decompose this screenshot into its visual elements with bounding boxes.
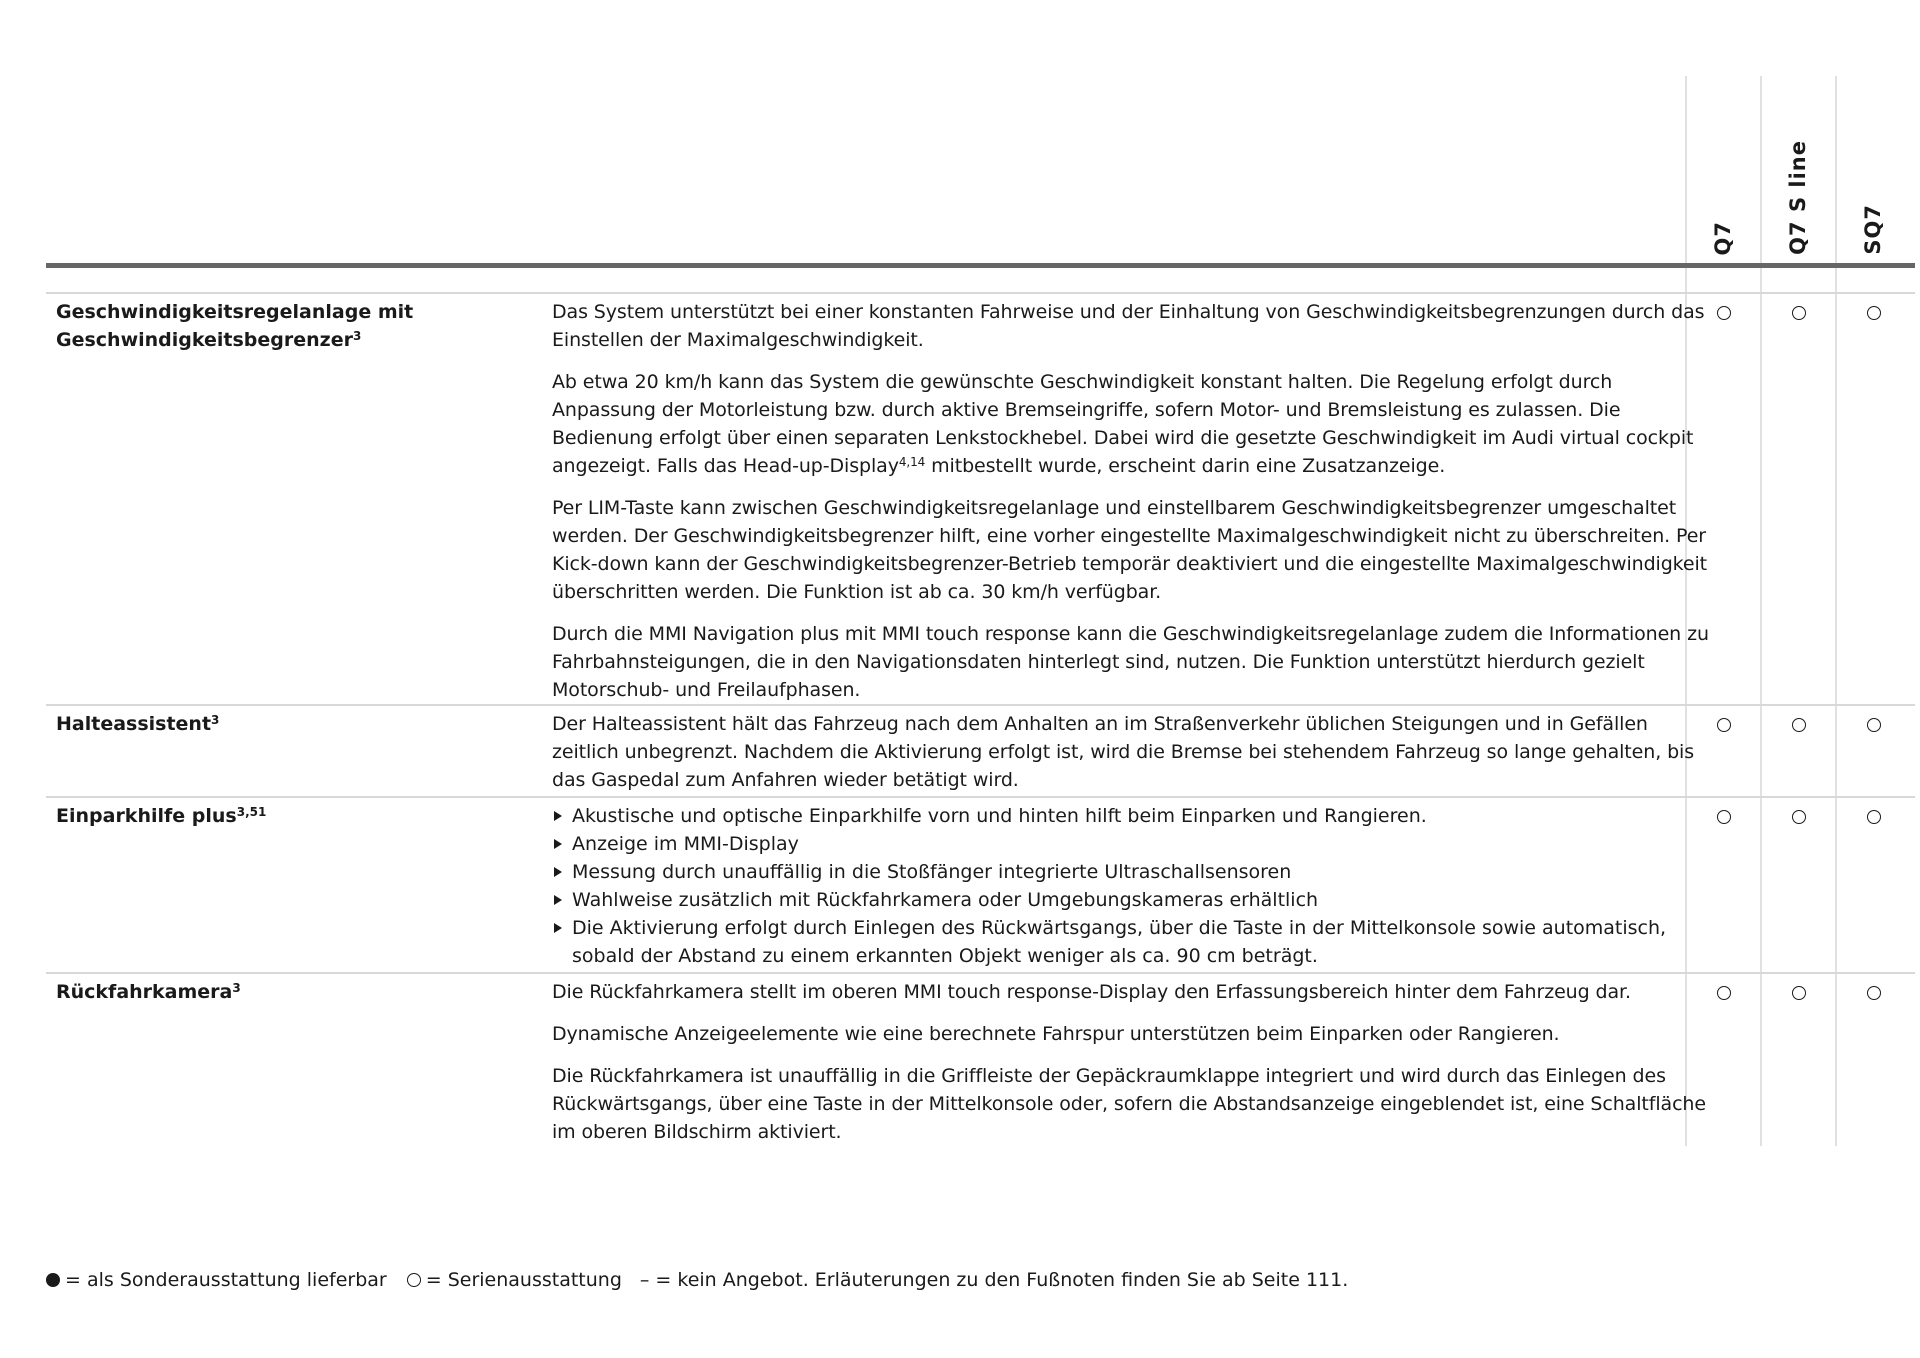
table-row (46, 294, 1915, 706)
feature-name: Einparkhilfe plus$^{3,51}$ (56, 805, 267, 827)
column-header-q7-s-line (1766, 100, 1830, 255)
standard-equipment-icon (1792, 306, 1806, 320)
feature-description (552, 294, 1717, 710)
description-paragraph: Dynamische Anzeigeelemente wie eine berechnete Fahrspur unterstützen beim Einparken oder Rangieren. (552, 1023, 1560, 1045)
standard-equipment-icon (1867, 718, 1881, 732)
description-paragraph: Ab etwa 20 km/h kann das System die gewünschte Geschwindigkeit konstant halten. Die Regelung erfolgt durch Anpassung der Motorleistung bzw. durch aktive Bremseingriffe, sofern Motor- und Bremsleistung es zulassen. Die Bedienung erfolgt über einen separaten Lenkstockhebel. Dabei wird die gesetzte Geschwindigkeit im Audi virtual cockpit angezeigt. Falls das Head-up-Display$^{4,14}$ mitbestellt wurde, erscheint darin eine Zusatzanzeige. (552, 371, 1694, 477)
feature-name: Geschwindigkeitsregelanlage mit Geschwindigkeitsbegrenzer$^3$ (56, 301, 414, 351)
standard-equipment-icon (1717, 718, 1731, 732)
standard-equipment-icon (1867, 810, 1881, 824)
table-row (46, 706, 1915, 798)
legend-none-label: – = kein Angebot. Erläuterungen zu den Fußnoten finden Sie ab Seite 111. (639, 1269, 1349, 1291)
standard-equipment-icon (1867, 306, 1881, 320)
description-paragraph: Der Halteassistent hält das Fahrzeug nach dem Anhalten an im Straßenverkehr üblichen Steigungen und in Gefällen zeitlich unbegrenzt. Nachdem die Aktivierung erfolgt ist, wird die Bremse bei stehendem Fahrzeug so lange gehalten, bis das Gaspedal zum Anfahren wieder betätigt wird. (552, 713, 1695, 791)
optional-equipment-icon (46, 1273, 60, 1287)
description-paragraph: Die Rückfahrkamera stellt im oberen MMI touch response-Display den Erfassungsbereich hinter dem Fahrzeug dar. (552, 981, 1631, 1003)
feature-name: Halteassistent$^3$ (56, 713, 220, 735)
feature-table (46, 294, 1915, 1144)
legend (46, 1266, 1348, 1294)
list-item: Messung durch unauffällig in die Stoßfänger integrierte Ultraschallsensoren (552, 858, 1717, 886)
list-item: Anzeige im MMI-Display (552, 830, 1717, 858)
table-row (46, 798, 1915, 974)
legend-optional-label: = als Sonderausstattung lieferbar (65, 1269, 387, 1291)
header-rule (46, 263, 1915, 268)
bullet-triangle-icon (554, 811, 562, 821)
list-item: Wahlweise zusätzlich mit Rückfahrkamera oder Umgebungskameras erhältlich (552, 886, 1717, 914)
column-header-q7 (1691, 100, 1755, 255)
standard-equipment-icon (1792, 810, 1806, 824)
description-paragraph: Die Rückfahrkamera ist unauffällig in die Griffleiste der Gepäckraumklappe integriert und wird durch das Einlegen des Rückwärtsgangs, über eine Taste in der Mittelkonsole oder, sofern die Abstandsanzeige eingeblendet ist, eine Schaltfläche im oberen Bildschirm aktiviert. (552, 1065, 1706, 1143)
bullet-triangle-icon (554, 867, 562, 877)
feature-name: Rückfahrkamera$^3$ (56, 981, 241, 1003)
legend-standard-label: = Serienausstattung (425, 1269, 622, 1291)
column-header-sq7 (1841, 100, 1905, 255)
standard-equipment-icon (1717, 810, 1731, 824)
list-item: Die Aktivierung erfolgt durch Einlegen des Rückwärtsgangs, über die Taste in der Mittelkonsole sowie automatisch, sobald der Abstand zu einem erkannten Objekt weniger als ca. 90 cm beträgt. (552, 914, 1717, 970)
table-row (46, 974, 1915, 1144)
list-item: Akustische und optische Einparkhilfe vorn und hinten hilft beim Einparken und Rangieren. (552, 802, 1717, 830)
standard-equipment-icon (407, 1273, 421, 1287)
feature-description (552, 706, 1717, 800)
column-header-label: Q7 (1711, 220, 1735, 255)
bullet-triangle-icon (554, 895, 562, 905)
bullet-triangle-icon (554, 923, 562, 933)
feature-description (552, 974, 1717, 1152)
feature-bullet-list (552, 802, 1717, 970)
bullet-triangle-icon (554, 839, 562, 849)
description-paragraph: Das System unterstützt bei einer konstanten Fahrweise und der Einhaltung von Geschwindigkeitsbegrenzungen durch das Einstellen der Maximalgeschwindigkeit. (552, 301, 1705, 351)
description-paragraph: Durch die MMI Navigation plus mit MMI touch response kann die Geschwindigkeitsregelanlage zudem die Informationen zu Fahrbahnsteigungen, die in den Navigationsdaten hinterlegt sind, nutzen. Die Funktion unterstützt hierdurch gezielt Motorschub- und Freilaufphasen. (552, 623, 1709, 701)
feature-description (552, 798, 1717, 976)
standard-equipment-icon (1717, 986, 1731, 1000)
standard-equipment-icon (1867, 986, 1881, 1000)
column-header-label: SQ7 (1861, 204, 1885, 255)
standard-equipment-icon (1792, 718, 1806, 732)
description-paragraph: Per LIM-Taste kann zwischen Geschwindigkeitsregelanlage und einstellbarem Geschwindigkeitsbegrenzer umgeschaltet werden. Der Geschwindigkeitsbegrenzer hilft, eine vorher eingestellte Maximalgeschwindigkeit nicht zu überschreiten. Per Kick-down kann der Geschwindigkeitsbegrenzer-Betrieb temporär deaktiviert und die eingestellte Maximalgeschwindigkeit überschritten werden. Die Funktion ist ab ca. 30 km/h verfügbar. (552, 497, 1708, 603)
column-header-label: Q7 S line (1786, 140, 1810, 255)
standard-equipment-icon (1792, 986, 1806, 1000)
standard-equipment-icon (1717, 306, 1731, 320)
